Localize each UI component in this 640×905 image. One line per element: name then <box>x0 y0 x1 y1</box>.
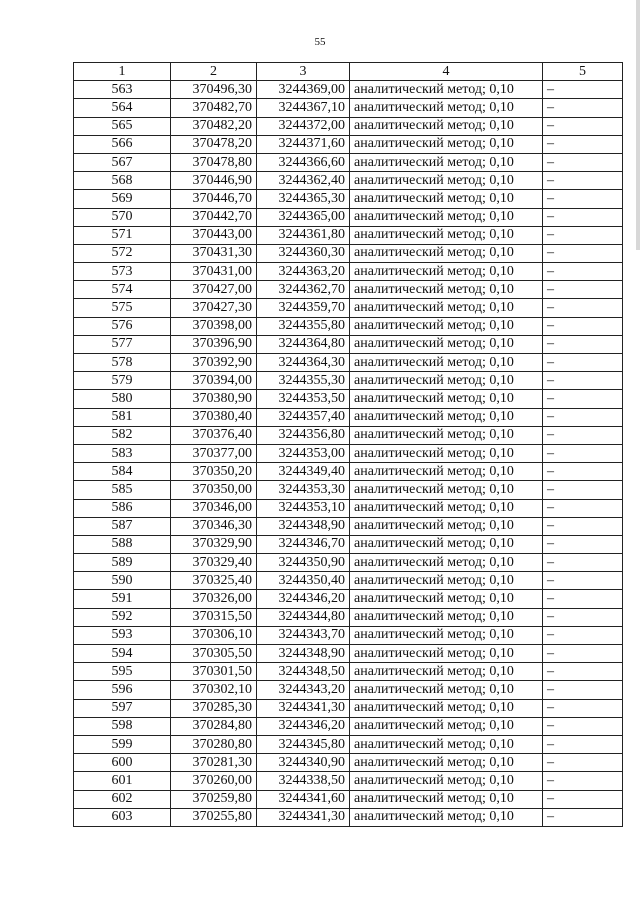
x-coordinate-cell: 370431,00 <box>171 263 257 281</box>
x-coordinate-cell: 370446,70 <box>171 190 257 208</box>
point-number-cell: 595 <box>74 663 171 681</box>
x-coordinate-cell: 370443,00 <box>171 226 257 244</box>
point-number-cell: 564 <box>74 99 171 117</box>
point-number-cell: 596 <box>74 681 171 699</box>
x-coordinate-cell: 370350,20 <box>171 463 257 481</box>
table-row <box>74 735 623 753</box>
table-row <box>74 244 623 262</box>
method-cell: аналитический метод; 0,10 <box>350 281 543 299</box>
column-header: 4 <box>350 63 543 81</box>
y-coordinate-cell: 3244372,00 <box>257 117 350 135</box>
note-cell: – <box>543 117 623 135</box>
note-cell: – <box>543 717 623 735</box>
point-number-cell: 569 <box>74 190 171 208</box>
method-cell: аналитический метод; 0,10 <box>350 663 543 681</box>
x-coordinate-cell: 370478,80 <box>171 153 257 171</box>
note-cell: – <box>543 317 623 335</box>
point-number-cell: 578 <box>74 354 171 372</box>
x-coordinate-cell: 370350,00 <box>171 481 257 499</box>
x-coordinate-cell: 370315,50 <box>171 608 257 626</box>
x-coordinate-cell: 370496,30 <box>171 81 257 99</box>
note-cell: – <box>543 681 623 699</box>
x-coordinate-cell: 370376,40 <box>171 426 257 444</box>
method-cell: аналитический метод; 0,10 <box>350 790 543 808</box>
method-cell: аналитический метод; 0,10 <box>350 299 543 317</box>
y-coordinate-cell: 3244341,30 <box>257 699 350 717</box>
point-number-cell: 597 <box>74 699 171 717</box>
x-coordinate-cell: 370478,20 <box>171 135 257 153</box>
y-coordinate-cell: 3244345,80 <box>257 735 350 753</box>
column-header: 3 <box>257 63 350 81</box>
y-coordinate-cell: 3244353,50 <box>257 390 350 408</box>
table-row <box>74 444 623 462</box>
method-cell: аналитический метод; 0,10 <box>350 626 543 644</box>
table-row <box>74 390 623 408</box>
table-row <box>74 190 623 208</box>
note-cell: – <box>543 153 623 171</box>
note-cell: – <box>543 99 623 117</box>
method-cell: аналитический метод; 0,10 <box>350 608 543 626</box>
y-coordinate-cell: 3244357,40 <box>257 408 350 426</box>
x-coordinate-cell: 370446,90 <box>171 172 257 190</box>
point-number-cell: 593 <box>74 626 171 644</box>
note-cell: – <box>543 426 623 444</box>
y-coordinate-cell: 3244363,20 <box>257 263 350 281</box>
column-header: 2 <box>171 63 257 81</box>
y-coordinate-cell: 3244353,10 <box>257 499 350 517</box>
y-coordinate-cell: 3244362,40 <box>257 172 350 190</box>
point-number-cell: 603 <box>74 808 171 826</box>
method-cell: аналитический метод; 0,10 <box>350 390 543 408</box>
x-coordinate-cell: 370260,00 <box>171 772 257 790</box>
method-cell: аналитический метод; 0,10 <box>350 717 543 735</box>
point-number-cell: 581 <box>74 408 171 426</box>
method-cell: аналитический метод; 0,10 <box>350 808 543 826</box>
point-number-cell: 576 <box>74 317 171 335</box>
point-number-cell: 566 <box>74 135 171 153</box>
page-edge-shadow <box>636 0 640 250</box>
y-coordinate-cell: 3244346,20 <box>257 590 350 608</box>
x-coordinate-cell: 370394,00 <box>171 372 257 390</box>
method-cell: аналитический метод; 0,10 <box>350 408 543 426</box>
table-row <box>74 754 623 772</box>
table-row <box>74 153 623 171</box>
table-row <box>74 81 623 99</box>
note-cell: – <box>543 444 623 462</box>
note-cell: – <box>543 299 623 317</box>
table-row <box>74 626 623 644</box>
y-coordinate-cell: 3244341,30 <box>257 808 350 826</box>
table-row <box>74 590 623 608</box>
x-coordinate-cell: 370346,00 <box>171 499 257 517</box>
method-cell: аналитический метод; 0,10 <box>350 754 543 772</box>
y-coordinate-cell: 3244371,60 <box>257 135 350 153</box>
y-coordinate-cell: 3244356,80 <box>257 426 350 444</box>
x-coordinate-cell: 370325,40 <box>171 572 257 590</box>
method-cell: аналитический метод; 0,10 <box>350 735 543 753</box>
table-row <box>74 408 623 426</box>
table-row <box>74 645 623 663</box>
note-cell: – <box>543 663 623 681</box>
table-row <box>74 208 623 226</box>
y-coordinate-cell: 3244367,10 <box>257 99 350 117</box>
y-coordinate-cell: 3244365,30 <box>257 190 350 208</box>
note-cell: – <box>543 754 623 772</box>
table-row <box>74 790 623 808</box>
y-coordinate-cell: 3244348,50 <box>257 663 350 681</box>
method-cell: аналитический метод; 0,10 <box>350 172 543 190</box>
note-cell: – <box>543 244 623 262</box>
y-coordinate-cell: 3244346,20 <box>257 717 350 735</box>
note-cell: – <box>543 608 623 626</box>
point-number-cell: 572 <box>74 244 171 262</box>
note-cell: – <box>543 790 623 808</box>
y-coordinate-cell: 3244350,90 <box>257 554 350 572</box>
method-cell: аналитический метод; 0,10 <box>350 135 543 153</box>
x-coordinate-cell: 370398,00 <box>171 317 257 335</box>
method-cell: аналитический метод; 0,10 <box>350 463 543 481</box>
x-coordinate-cell: 370284,80 <box>171 717 257 735</box>
y-coordinate-cell: 3244361,80 <box>257 226 350 244</box>
point-number-cell: 563 <box>74 81 171 99</box>
x-coordinate-cell: 370431,30 <box>171 244 257 262</box>
x-coordinate-cell: 370301,50 <box>171 663 257 681</box>
method-cell: аналитический метод; 0,10 <box>350 426 543 444</box>
y-coordinate-cell: 3244360,30 <box>257 244 350 262</box>
x-coordinate-cell: 370306,10 <box>171 626 257 644</box>
x-coordinate-cell: 370482,20 <box>171 117 257 135</box>
method-cell: аналитический метод; 0,10 <box>350 535 543 553</box>
note-cell: – <box>543 572 623 590</box>
point-number-cell: 582 <box>74 426 171 444</box>
table-row <box>74 226 623 244</box>
y-coordinate-cell: 3244343,70 <box>257 626 350 644</box>
note-cell: – <box>543 372 623 390</box>
table-row <box>74 172 623 190</box>
x-coordinate-cell: 370427,30 <box>171 299 257 317</box>
y-coordinate-cell: 3244355,80 <box>257 317 350 335</box>
y-coordinate-cell: 3244364,30 <box>257 354 350 372</box>
x-coordinate-cell: 370396,90 <box>171 335 257 353</box>
table-row <box>74 517 623 535</box>
x-coordinate-cell: 370380,40 <box>171 408 257 426</box>
y-coordinate-cell: 3244346,70 <box>257 535 350 553</box>
note-cell: – <box>543 135 623 153</box>
method-cell: аналитический метод; 0,10 <box>350 572 543 590</box>
method-cell: аналитический метод; 0,10 <box>350 444 543 462</box>
column-header: 5 <box>543 63 623 81</box>
note-cell: – <box>543 735 623 753</box>
y-coordinate-cell: 3244353,30 <box>257 481 350 499</box>
x-coordinate-cell: 370427,00 <box>171 281 257 299</box>
note-cell: – <box>543 481 623 499</box>
table-row <box>74 299 623 317</box>
point-number-cell: 591 <box>74 590 171 608</box>
table-row <box>74 772 623 790</box>
x-coordinate-cell: 370280,80 <box>171 735 257 753</box>
point-number-cell: 574 <box>74 281 171 299</box>
point-number-cell: 602 <box>74 790 171 808</box>
page-number: 55 <box>314 36 326 48</box>
point-number-cell: 590 <box>74 572 171 590</box>
column-header: 1 <box>74 63 171 81</box>
table-row <box>74 681 623 699</box>
table-row <box>74 572 623 590</box>
point-number-cell: 584 <box>74 463 171 481</box>
x-coordinate-cell: 370380,90 <box>171 390 257 408</box>
table-row <box>74 317 623 335</box>
table-row <box>74 372 623 390</box>
table-row <box>74 99 623 117</box>
table-row <box>74 354 623 372</box>
method-cell: аналитический метод; 0,10 <box>350 372 543 390</box>
note-cell: – <box>543 281 623 299</box>
x-coordinate-cell: 370329,40 <box>171 554 257 572</box>
y-coordinate-cell: 3244353,00 <box>257 444 350 462</box>
y-coordinate-cell: 3244349,40 <box>257 463 350 481</box>
method-cell: аналитический метод; 0,10 <box>350 335 543 353</box>
point-number-cell: 589 <box>74 554 171 572</box>
note-cell: – <box>543 590 623 608</box>
note-cell: – <box>543 517 623 535</box>
method-cell: аналитический метод; 0,10 <box>350 190 543 208</box>
note-cell: – <box>543 645 623 663</box>
point-number-cell: 579 <box>74 372 171 390</box>
note-cell: – <box>543 554 623 572</box>
y-coordinate-cell: 3244343,20 <box>257 681 350 699</box>
y-coordinate-cell: 3244350,40 <box>257 572 350 590</box>
x-coordinate-cell: 370302,10 <box>171 681 257 699</box>
y-coordinate-cell: 3244365,00 <box>257 208 350 226</box>
point-number-cell: 575 <box>74 299 171 317</box>
table-row <box>74 554 623 572</box>
y-coordinate-cell: 3244340,90 <box>257 754 350 772</box>
method-cell: аналитический метод; 0,10 <box>350 772 543 790</box>
method-cell: аналитический метод; 0,10 <box>350 517 543 535</box>
note-cell: – <box>543 354 623 372</box>
method-cell: аналитический метод; 0,10 <box>350 99 543 117</box>
note-cell: – <box>543 699 623 717</box>
method-cell: аналитический метод; 0,10 <box>350 81 543 99</box>
point-number-cell: 599 <box>74 735 171 753</box>
note-cell: – <box>543 535 623 553</box>
x-coordinate-cell: 370482,70 <box>171 99 257 117</box>
method-cell: аналитический метод; 0,10 <box>350 153 543 171</box>
table-row <box>74 608 623 626</box>
method-cell: аналитический метод; 0,10 <box>350 699 543 717</box>
point-number-cell: 571 <box>74 226 171 244</box>
x-coordinate-cell: 370285,30 <box>171 699 257 717</box>
x-coordinate-cell: 370346,30 <box>171 517 257 535</box>
y-coordinate-cell: 3244338,50 <box>257 772 350 790</box>
table-row <box>74 263 623 281</box>
point-number-cell: 583 <box>74 444 171 462</box>
point-number-cell: 586 <box>74 499 171 517</box>
point-number-cell: 573 <box>74 263 171 281</box>
method-cell: аналитический метод; 0,10 <box>350 317 543 335</box>
point-number-cell: 592 <box>74 608 171 626</box>
table-row <box>74 481 623 499</box>
table-row <box>74 117 623 135</box>
point-number-cell: 601 <box>74 772 171 790</box>
point-number-cell: 580 <box>74 390 171 408</box>
point-number-cell: 600 <box>74 754 171 772</box>
x-coordinate-cell: 370305,50 <box>171 645 257 663</box>
note-cell: – <box>543 226 623 244</box>
method-cell: аналитический метод; 0,10 <box>350 554 543 572</box>
method-cell: аналитический метод; 0,10 <box>350 263 543 281</box>
table-row <box>74 135 623 153</box>
y-coordinate-cell: 3244369,00 <box>257 81 350 99</box>
x-coordinate-cell: 370259,80 <box>171 790 257 808</box>
x-coordinate-cell: 370442,70 <box>171 208 257 226</box>
note-cell: – <box>543 263 623 281</box>
note-cell: – <box>543 808 623 826</box>
table-row <box>74 463 623 481</box>
table-row <box>74 717 623 735</box>
method-cell: аналитический метод; 0,10 <box>350 244 543 262</box>
table-row <box>74 335 623 353</box>
method-cell: аналитический метод; 0,10 <box>350 681 543 699</box>
point-number-cell: 587 <box>74 517 171 535</box>
method-cell: аналитический метод; 0,10 <box>350 354 543 372</box>
y-coordinate-cell: 3244359,70 <box>257 299 350 317</box>
y-coordinate-cell: 3244348,90 <box>257 645 350 663</box>
x-coordinate-cell: 370255,80 <box>171 808 257 826</box>
point-number-cell: 567 <box>74 153 171 171</box>
x-coordinate-cell: 370329,90 <box>171 535 257 553</box>
note-cell: – <box>543 172 623 190</box>
table-row <box>74 535 623 553</box>
point-number-cell: 594 <box>74 645 171 663</box>
point-number-cell: 585 <box>74 481 171 499</box>
table-body <box>74 81 623 827</box>
y-coordinate-cell: 3244362,70 <box>257 281 350 299</box>
note-cell: – <box>543 772 623 790</box>
point-number-cell: 588 <box>74 535 171 553</box>
point-number-cell: 577 <box>74 335 171 353</box>
note-cell: – <box>543 408 623 426</box>
y-coordinate-cell: 3244348,90 <box>257 517 350 535</box>
note-cell: – <box>543 390 623 408</box>
note-cell: – <box>543 190 623 208</box>
method-cell: аналитический метод; 0,10 <box>350 645 543 663</box>
table-header-row <box>74 63 623 81</box>
table-row <box>74 281 623 299</box>
point-number-cell: 568 <box>74 172 171 190</box>
point-number-cell: 598 <box>74 717 171 735</box>
x-coordinate-cell: 370281,30 <box>171 754 257 772</box>
note-cell: – <box>543 499 623 517</box>
note-cell: – <box>543 81 623 99</box>
y-coordinate-cell: 3244344,80 <box>257 608 350 626</box>
point-number-cell: 565 <box>74 117 171 135</box>
y-coordinate-cell: 3244366,60 <box>257 153 350 171</box>
x-coordinate-cell: 370392,90 <box>171 354 257 372</box>
coordinates-table <box>73 62 623 827</box>
note-cell: – <box>543 463 623 481</box>
y-coordinate-cell: 3244355,30 <box>257 372 350 390</box>
method-cell: аналитический метод; 0,10 <box>350 481 543 499</box>
x-coordinate-cell: 370377,00 <box>171 444 257 462</box>
note-cell: – <box>543 208 623 226</box>
method-cell: аналитический метод; 0,10 <box>350 117 543 135</box>
table-row <box>74 499 623 517</box>
method-cell: аналитический метод; 0,10 <box>350 499 543 517</box>
note-cell: – <box>543 335 623 353</box>
table-row <box>74 426 623 444</box>
table-row <box>74 663 623 681</box>
table-row <box>74 699 623 717</box>
method-cell: аналитический метод; 0,10 <box>350 590 543 608</box>
method-cell: аналитический метод; 0,10 <box>350 226 543 244</box>
table-row <box>74 808 623 826</box>
point-number-cell: 570 <box>74 208 171 226</box>
y-coordinate-cell: 3244341,60 <box>257 790 350 808</box>
note-cell: – <box>543 626 623 644</box>
y-coordinate-cell: 3244364,80 <box>257 335 350 353</box>
method-cell: аналитический метод; 0,10 <box>350 208 543 226</box>
x-coordinate-cell: 370326,00 <box>171 590 257 608</box>
